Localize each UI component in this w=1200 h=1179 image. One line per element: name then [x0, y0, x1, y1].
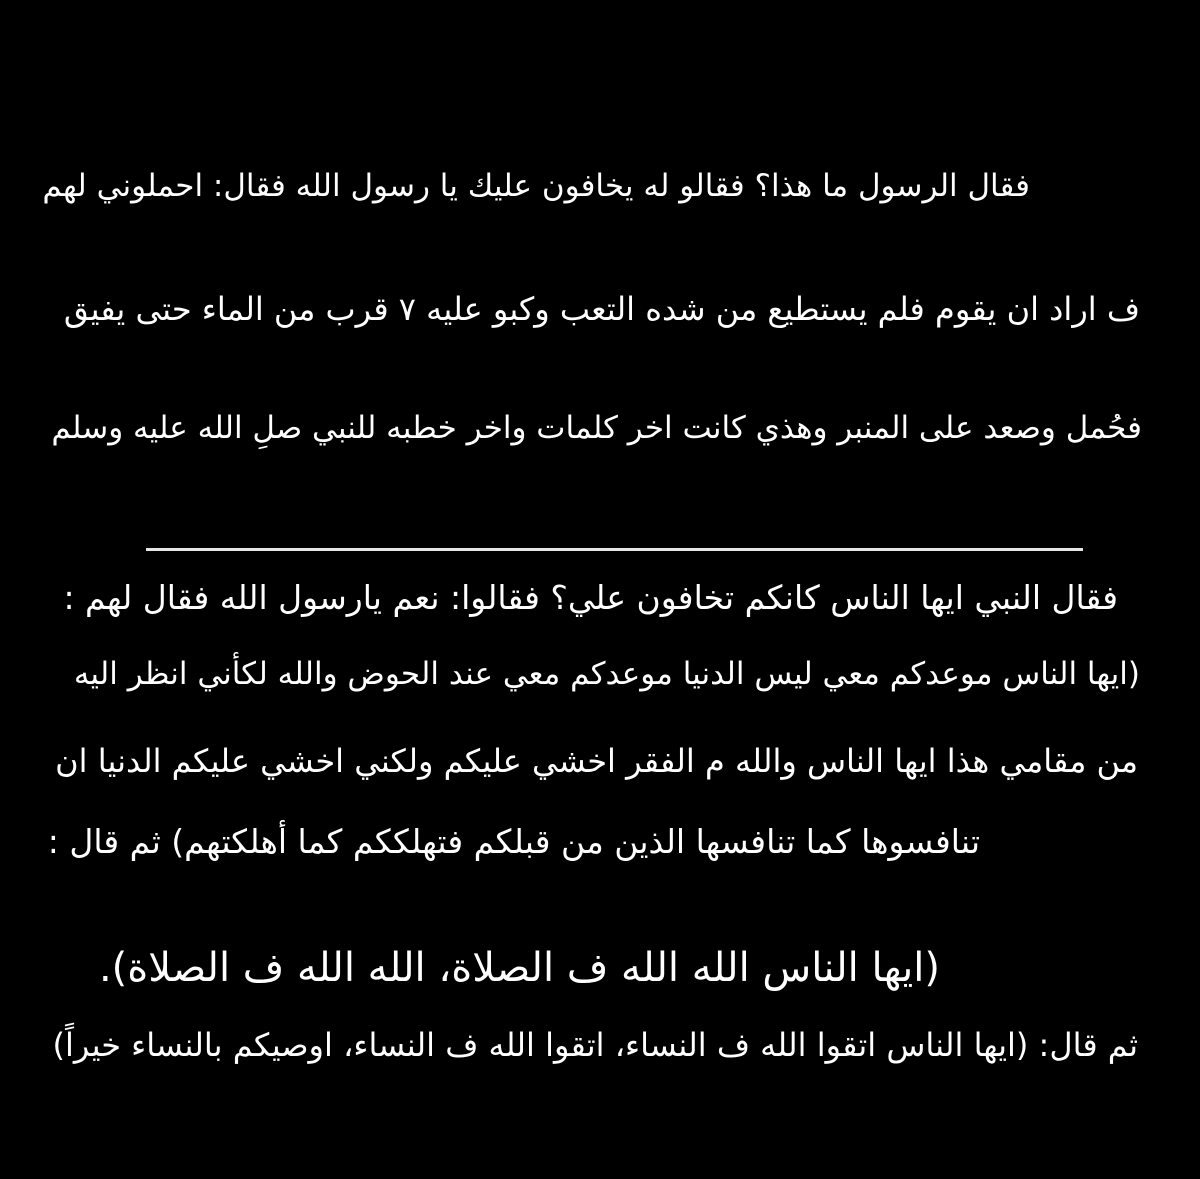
sermon-line-2: (ايها الناس موعدكم معي ليس الدنيا موعدكم معي عند الحوض والله لكأني انظر اليه — [73, 656, 1140, 692]
closing-line-1: (ايها الناس الله الله ف الصلاة، الله الله ف الصلاة). — [98, 945, 940, 991]
sermon-line-1: فقال النبي ايها الناس كانكم تخافون علي؟ فقالوا: نعم يارسول الله فقال لهم : — [63, 578, 1118, 617]
sermon-line-4: تنافسوها كما تنافسها الذين من قبلكم فتهلككم كما أهلكتهم) ثم قال : — [47, 822, 980, 861]
paragraph-line-1: فقال الرسول ما هذا؟ فقالو له يخافون عليك يا رسول الله فقال: احملوني لهم — [42, 168, 1030, 204]
paragraph-line-3: فحُمل وصعد على المنبر وهذي كانت اخر كلمات واخر خطبه للنبي صلِ الله عليه وسلم — [51, 410, 1142, 446]
closing-line-2: ثم قال: (ايها الناس اتقوا الله ف النساء، اتقوا الله ف النساء، اوصيكم بالنساء خيراً) — [52, 1026, 1138, 1064]
sermon-line-3: من مقامي هذا ايها الناس والله م الفقر اخشي عليكم ولكني اخشي عليكم الدنيا ان — [55, 742, 1138, 780]
section-divider — [146, 548, 1083, 551]
paragraph-line-2: ف اراد ان يقوم فلم يستطيع من شده التعب وكبو عليه ٧ قرب من الماء حتى يفيق — [63, 290, 1140, 328]
